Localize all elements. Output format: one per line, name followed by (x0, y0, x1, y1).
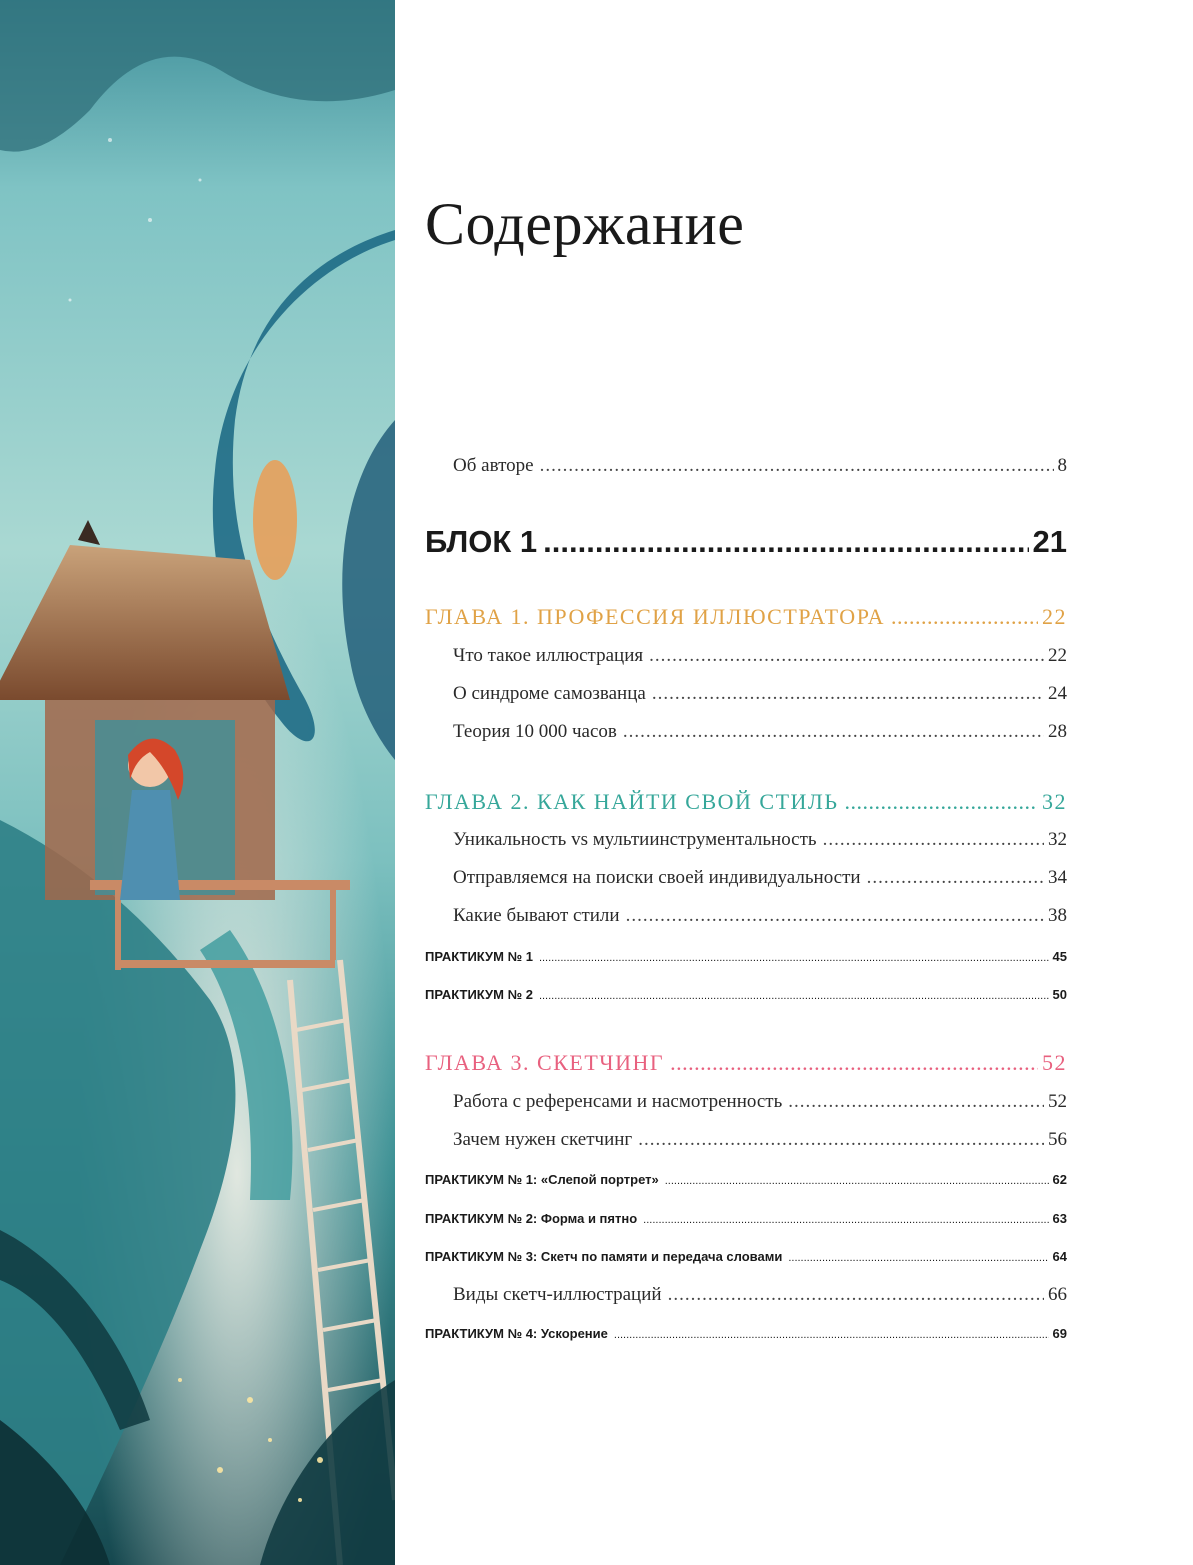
toc-practicum-page: 45 (1052, 949, 1067, 964)
dot-leader (540, 455, 1054, 477)
dot-leader (643, 1214, 1048, 1226)
dot-leader (539, 990, 1049, 1002)
toc-entry[interactable] (453, 721, 1067, 747)
toc-practicum-label: ПРАКТИКУМ № 4: Ускорение (425, 1326, 608, 1341)
page-title: Содержание (425, 191, 745, 258)
dot-leader (788, 1091, 1044, 1113)
toc-entry-label: Теория 10 000 часов (453, 721, 617, 742)
toc-practicum[interactable] (425, 1211, 1067, 1231)
toc-chapter-page: 22 (1042, 604, 1067, 629)
toc-chapter-page: 52 (1042, 1050, 1067, 1075)
dot-leader (670, 1050, 1038, 1076)
toc-entry-page: 32 (1048, 829, 1067, 850)
toc-practicum-label: ПРАКТИКУМ № 1: «Слепой портрет» (425, 1172, 659, 1187)
toc-chapter-label: ГЛАВА 2. КАК НАЙТИ СВОЙ СТИЛЬ (425, 789, 839, 814)
toc-practicum-page: 63 (1052, 1211, 1067, 1226)
toc-practicum-page: 64 (1052, 1249, 1067, 1264)
toc-entry-page: 52 (1048, 1091, 1067, 1112)
toc-practicum[interactable] (425, 1326, 1067, 1346)
toc-entry[interactable] (453, 1284, 1067, 1310)
toc-practicum-label: ПРАКТИКУМ № 2 (425, 987, 533, 1002)
toc-entry-page: 34 (1048, 867, 1067, 888)
dot-leader (867, 867, 1044, 889)
dot-leader (614, 1329, 1049, 1341)
dot-leader (649, 645, 1044, 667)
toc-block-1[interactable] (425, 524, 1067, 568)
toc-chapter-label: ГЛАВА 3. СКЕТЧИНГ (425, 1050, 665, 1075)
toc-entry-page: 22 (1048, 645, 1067, 666)
toc-chapter-1[interactable] (425, 604, 1067, 636)
toc-practicum-label: ПРАКТИКУМ № 1 (425, 949, 533, 964)
dot-leader (788, 1252, 1048, 1264)
toc-entry-label: Зачем нужен скетчинг (453, 1129, 633, 1150)
toc-entry[interactable] (453, 867, 1067, 893)
toc-practicum[interactable] (425, 1249, 1067, 1269)
toc-entry[interactable] (453, 829, 1067, 855)
dot-leader (539, 952, 1049, 964)
dot-leader (638, 1129, 1044, 1151)
toc-practicum[interactable] (425, 949, 1067, 969)
toc-block-label: БЛОК 1 (425, 524, 538, 559)
toc-entry[interactable] (453, 1091, 1067, 1117)
toc-entry-label: О синдроме самозванца (453, 683, 646, 704)
dot-leader (623, 721, 1044, 743)
dot-leader (626, 905, 1044, 927)
toc-practicum-page: 69 (1052, 1326, 1067, 1341)
toc-entry[interactable] (453, 645, 1067, 671)
toc-practicum[interactable] (425, 987, 1067, 1007)
toc-practicum-page: 50 (1052, 987, 1067, 1002)
toc-entry[interactable] (453, 683, 1067, 709)
toc-entry-label: Какие бывают стили (453, 905, 620, 926)
dot-leader (668, 1284, 1044, 1306)
toc-entry-page: 8 (1057, 455, 1067, 476)
toc-entry-page: 28 (1048, 721, 1067, 742)
toc-practicum-label: ПРАКТИКУМ № 2: Форма и пятно (425, 1211, 638, 1226)
dot-leader (665, 1175, 1049, 1187)
toc-block-page: 21 (1032, 524, 1067, 559)
dot-leader (891, 604, 1038, 630)
toc-entry[interactable] (453, 905, 1067, 931)
toc-entry[interactable] (453, 1129, 1067, 1155)
dot-leader (823, 829, 1044, 851)
cover-illustration (0, 0, 395, 1565)
toc-entry-label: Уникальность vs мультиинструментальность (453, 829, 817, 850)
toc-practicum-page: 62 (1052, 1172, 1067, 1187)
toc-chapter-3[interactable] (425, 1050, 1067, 1082)
dot-leader (543, 524, 1028, 560)
toc-entry-about[interactable] (453, 455, 1067, 481)
toc-entry-page: 38 (1048, 905, 1067, 926)
dot-leader (844, 789, 1038, 815)
toc-entry-label: Работа с референсами и насмотренность (453, 1091, 783, 1112)
toc-entry-page: 56 (1048, 1129, 1067, 1150)
toc-chapter-label: ГЛАВА 1. ПРОФЕССИЯ ИЛЛЮСТРАТОРА (425, 604, 885, 629)
toc-entry-page: 66 (1048, 1284, 1067, 1305)
toc-entry-label: Отправляемся на поиски своей индивидуальности (453, 867, 861, 888)
toc-entry-page: 24 (1048, 683, 1067, 704)
dot-leader (652, 683, 1044, 705)
toc-entry-label: Что такое иллюстрация (453, 645, 644, 666)
toc-chapter-2[interactable] (425, 789, 1067, 821)
toc-chapter-page: 32 (1042, 789, 1067, 814)
toc-practicum-label: ПРАКТИКУМ № 3: Скетч по памяти и передача словами (425, 1249, 783, 1264)
toc-entry-label: Виды скетч-иллюстраций (453, 1284, 662, 1305)
toc-practicum[interactable] (425, 1172, 1067, 1192)
toc-entry-label: Об авторе (453, 455, 534, 476)
